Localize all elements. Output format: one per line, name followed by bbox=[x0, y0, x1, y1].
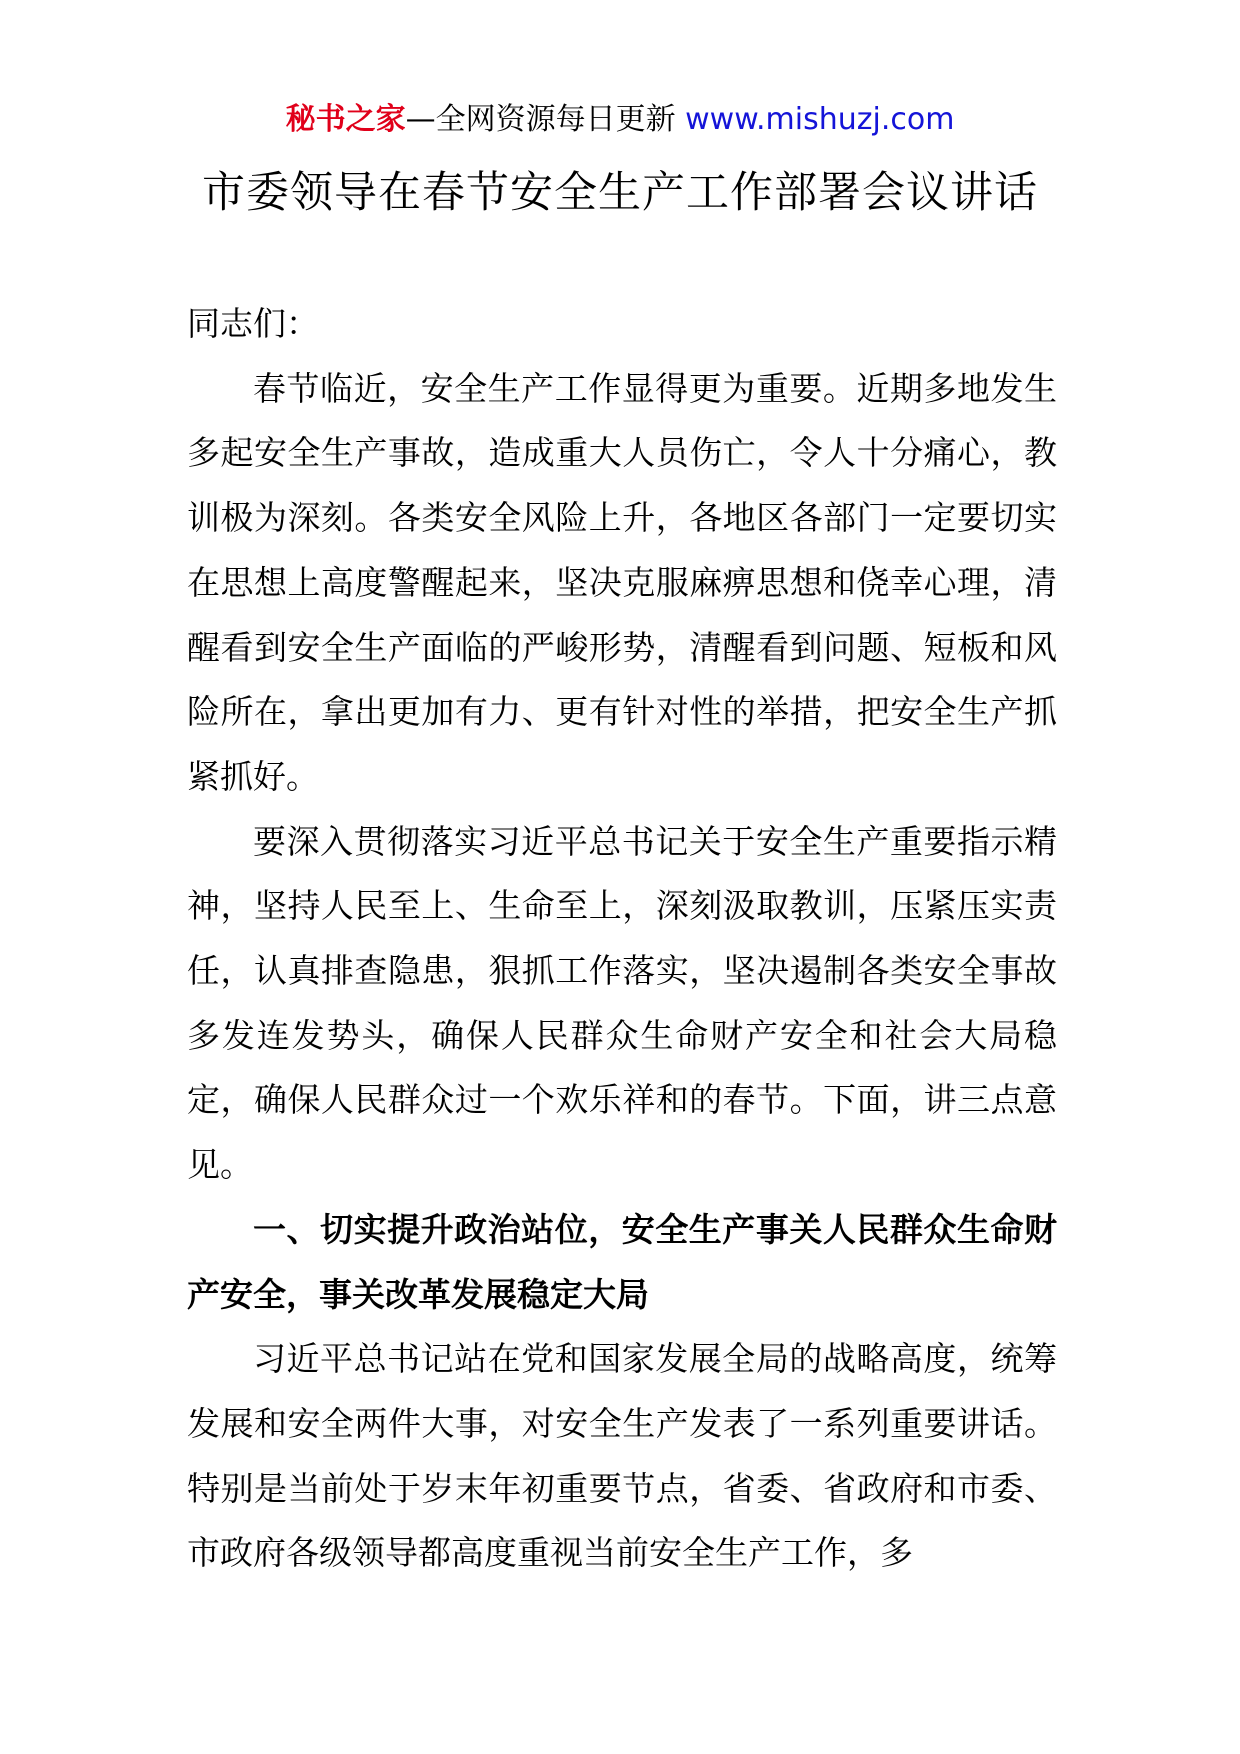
section-heading-1: 一、切实提升政治站位，安全生产事关人民群众生命财产安全，事关改革发展稳定大局 bbox=[187, 1209, 1057, 1314]
paragraph-3: 习近平总书记站在党和国家发展全局的战略高度，统筹发展和安全两件大事，对安全生产发表了一系列重要讲话。特别是当前处于岁末年初重要节点，省委、省政府和市委、市政府各级领导都高度重视当前安全生产工作，多 bbox=[187, 1339, 1057, 1573]
brand-name: 秘书之家 bbox=[285, 102, 406, 137]
document-title: 市委领导在春节安全生产工作部署会议讲话 bbox=[202, 168, 1038, 218]
document-body bbox=[187, 292, 1057, 1586]
paragraph-2: 要深入贯彻落实习近平总书记关于安全生产重要指示精神，坚持人民至上、生命至上，深刻汲取教训，压紧压实责任，认真排查隐患，狠抓工作落实，坚决遏制各类安全事故多发连发势头，确保人民群众生命财产安全和社会大局稳定，确保人民群众过一个欢乐祥和的春节。下面，讲三点意见。 bbox=[187, 821, 1057, 1185]
site-header bbox=[0, 100, 1240, 140]
paragraph-1: 春节临近，安全生产工作显得更为重要。近期多地发生多起安全生产事故，造成重大人员伤亡，令人十分痛心，教训极为深刻。各类安全风险上升，各地区各部门一定要切实在思想上高度警醒起来，坚决克服麻痹思想和侥幸心理，清醒看到安全生产面临的严峻形势，清醒看到问题、短板和风险所在，拿出更加有力、更有针对性的举措，把安全生产抓紧抓好。 bbox=[187, 368, 1057, 796]
site-url-link[interactable]: www.mishuzj.com bbox=[685, 102, 955, 137]
header-tagline: —全网资源每日更新 bbox=[405, 102, 676, 137]
salutation: 同志们： bbox=[187, 304, 319, 343]
